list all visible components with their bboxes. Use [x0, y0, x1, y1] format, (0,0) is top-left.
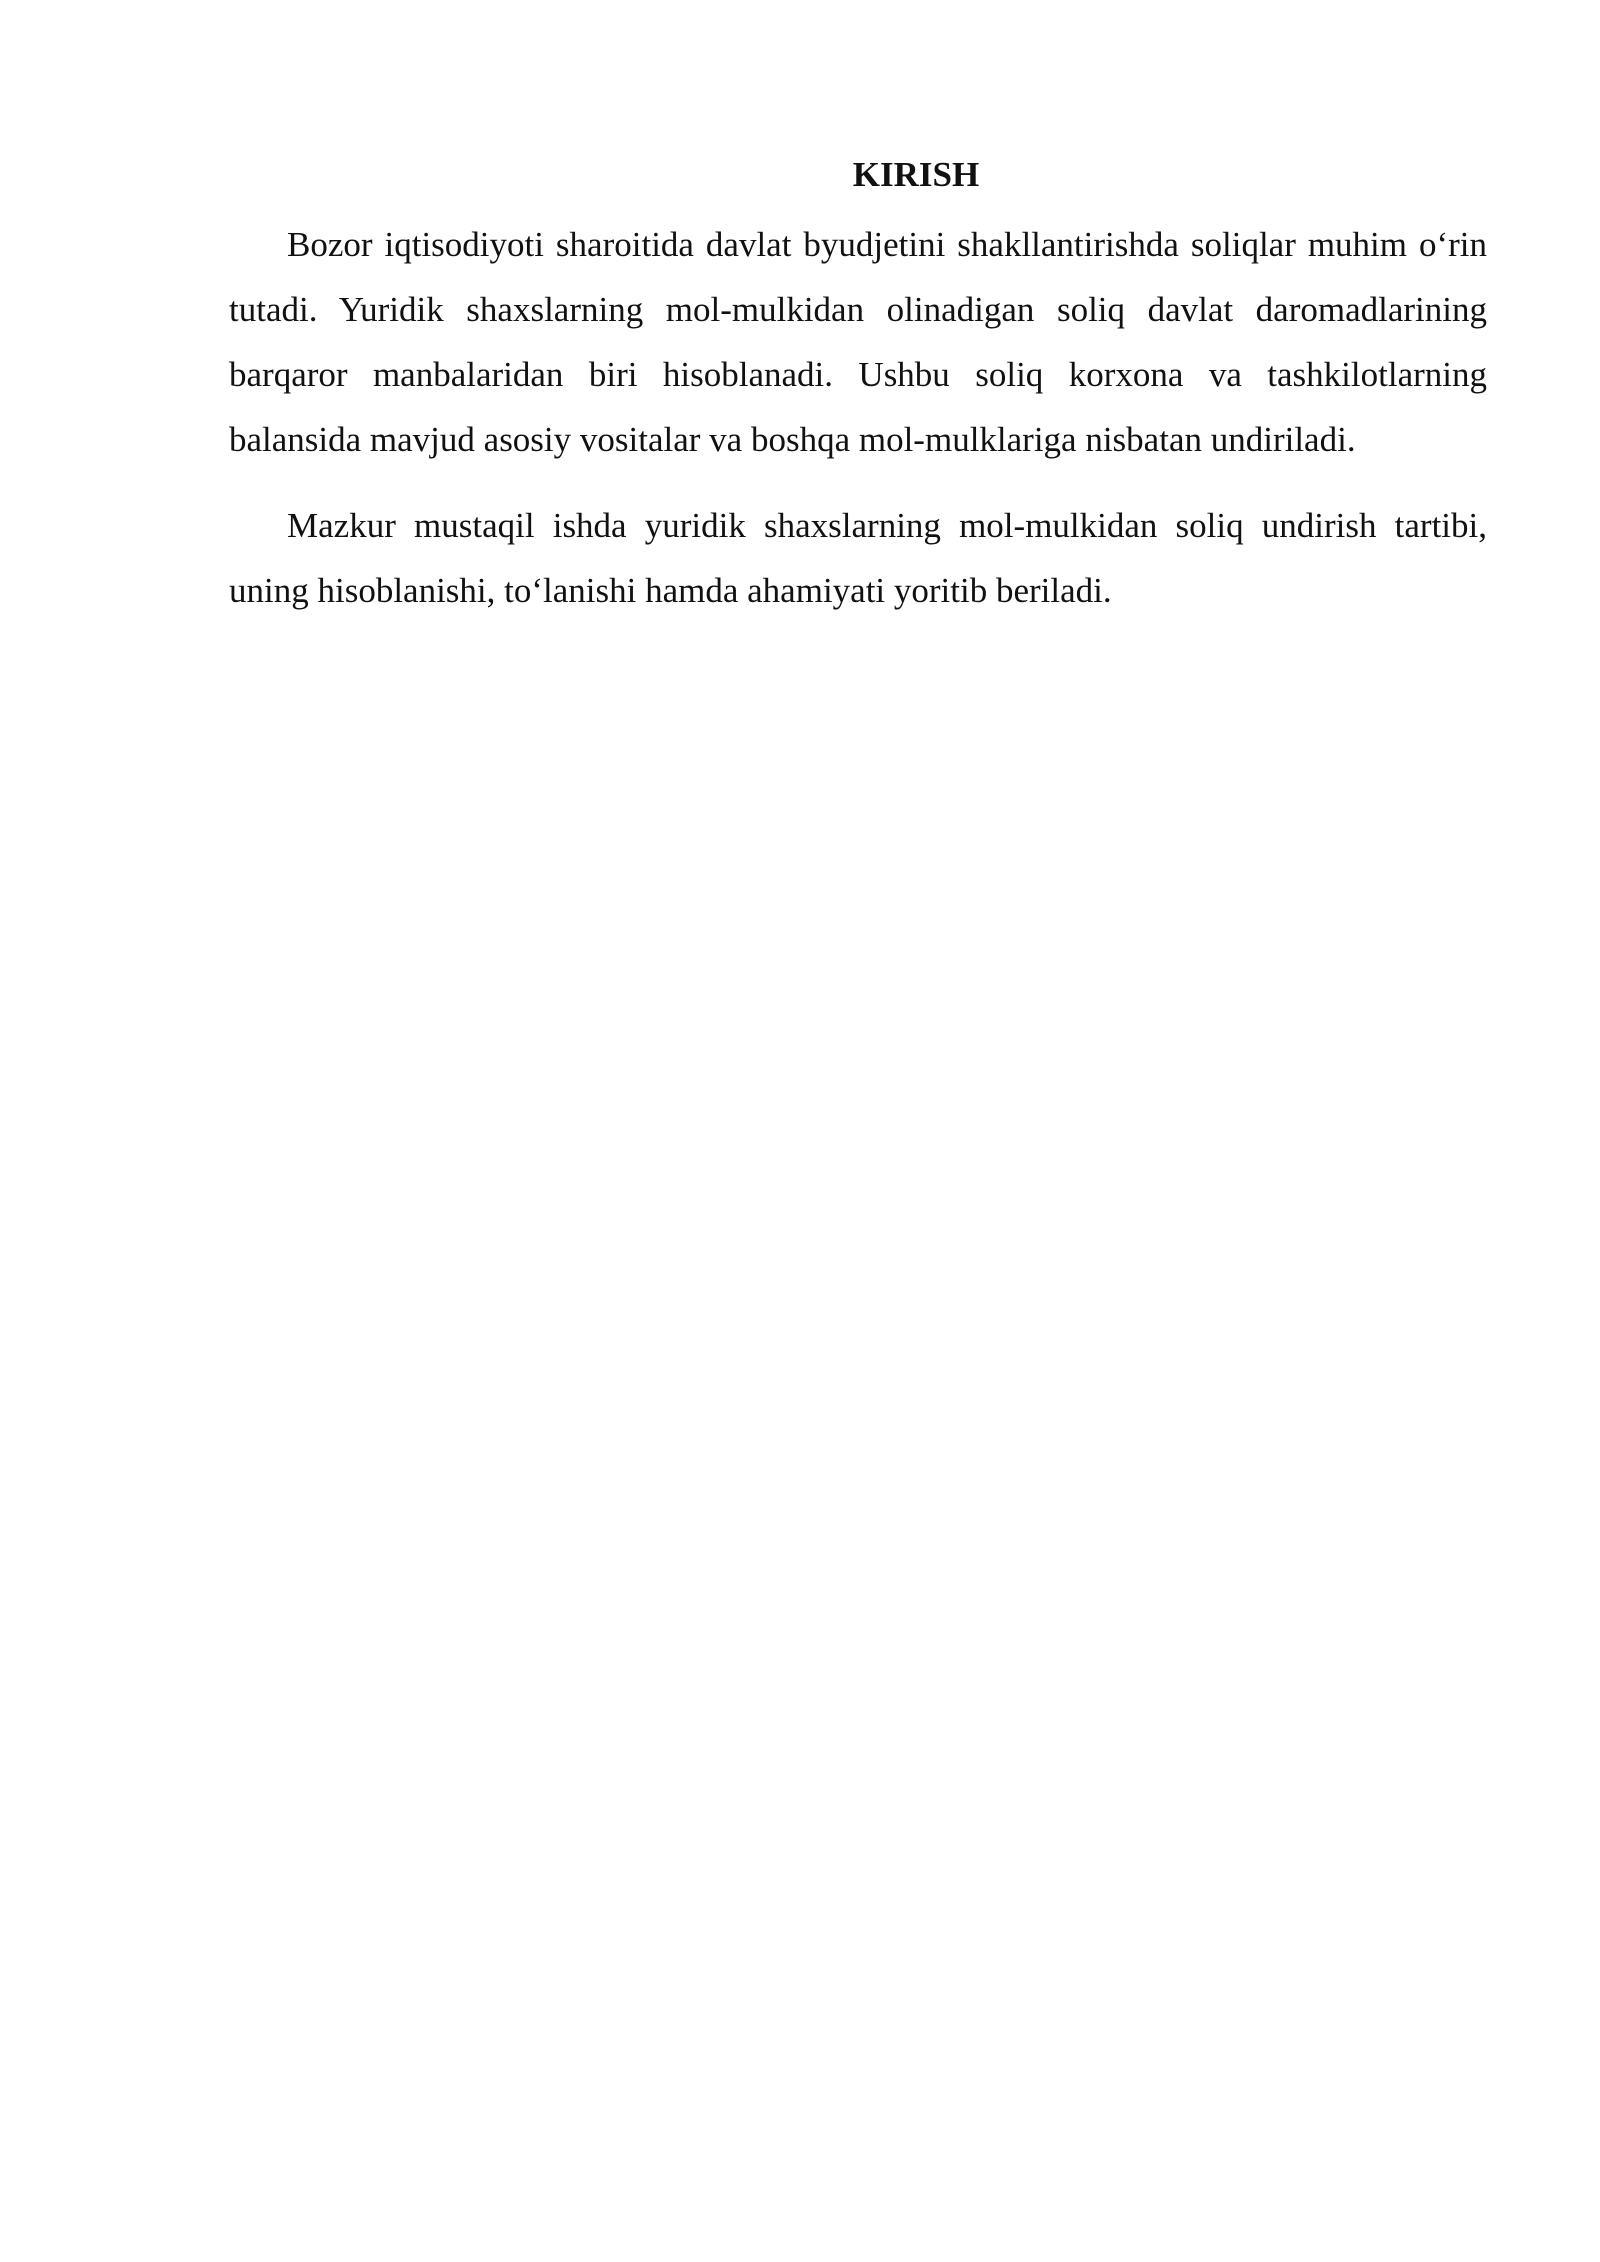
paragraph-scope: Mazkur mustaqil ishda yuridik shaxslarning mol-mulkidan soliq undirish tartibi, uning hisoblanishi, to‘lanishi hamda ahamiyati yoritib beriladi. [229, 506, 1487, 610]
paragraph-intro: Bozor iqtisodiyoti sharoitida davlat byudjetini shakllantirishda soliqlar muhim o‘rin tutadi. Yuridik shaxslarning mol-mulkidan olinadigan soliq davlat daromadlarining barqaror manbalaridan biri hisoblanadi. Ushbu soliq korxona va tashkilotlarning balansida mavjud asosiy vositalar va boshqa mol-mulklariga nisbatan undiriladi. [229, 225, 1487, 459]
section-title: KIRISH [852, 155, 980, 194]
document-body [229, 148, 1487, 644]
